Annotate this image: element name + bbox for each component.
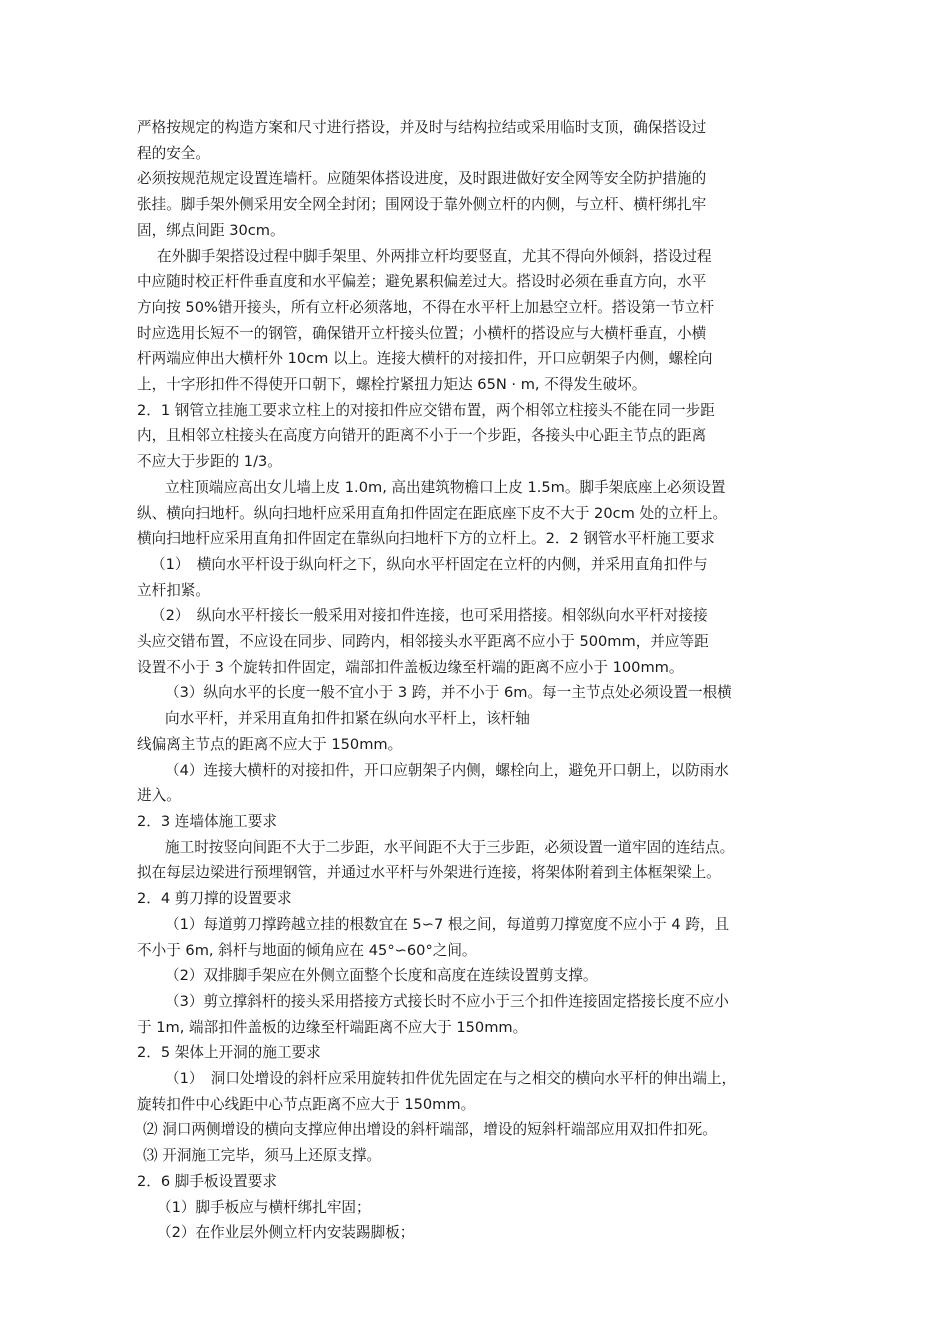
text-line: 进入。 [137,787,181,805]
text-line: 拟在每层边梁进行预埋钢管，并通过水平杆与外架进行连接，将架体附着到主体框架梁上。 [137,864,721,882]
text-line: 杆两端应伸出大横杆外 10cm 以上。连接大横杆的对接扣件，开口应朝架子内侧，螺栓向 [137,350,713,368]
text-line: 立柱顶端应高出女儿墙上皮 1.0m, 高出建筑物檐口上皮 1.5m。脚手架底座上必须设置 [165,478,726,496]
text-line: 不小于 6m, 斜杆与地面的倾角应在 45°∽60°之间。 [137,941,477,959]
text-line: 时应选用长短不一的钢管，确保错开立杆接头位置；小横杆的搭设应与大横杆垂直，小横 [137,324,707,342]
text-line: 于 1m, 端部扣件盖板的边缘至杆端距离不应大于 150mm。 [137,1018,528,1036]
text-line: 程的安全。 [137,144,210,162]
text-line: 必须按规范规定设置连墙杆。应随架体搭设进度，及时跟进做好安全网等安全防护措施的 [137,170,707,188]
text-line: （1） 横向水平杆设于纵向杆之下，纵向水平杆固定在立杆的内侧，并采用直角扣件与 [151,555,708,573]
section-heading: 2．4 剪刀撑的设置要求 [137,890,292,908]
text-line: 设置不小于 3 个旋转扣件固定，端部扣件盖板边缘至杆端的距离不应小于 100mm。 [137,658,684,676]
text-line: （3）纵向水平的长度一般不宜小于 3 跨，并不小于 6m。每一主节点处必须设置一根横 [165,684,732,702]
document-body [137,115,827,1246]
text-line: 固，绑点间距 30cm。 [137,221,285,239]
text-line: （1）每道剪刀撑跨越立挂的根数宜在 5∽7 根之间，每道剪刀撑宽度不应小于 4 跨，且 [165,915,730,933]
text-line: 纵、横向扫地杆。纵向扫地杆应采用直角扣件固定在距底座下皮不大于 20cm 处的立杆上。 [137,504,728,522]
text-line: 张挂。脚手架外侧采用安全网全封闭；围网设于靠外侧立杆的内侧，与立杆、横杆绑扎牢 [137,196,707,214]
text-line: ⑵ 洞口两侧增设的横向支撑应伸出增设的斜杆端部，增设的短斜杆端部应用双扣件扣死。 [143,1121,717,1139]
text-line: （2）在作业层外侧立杆内安装踢脚板； [157,1224,415,1242]
text-line: （1）脚手板应与横杆绑扎牢固； [157,1198,371,1216]
text-line: 中应随时校正杆件垂直度和水平偏差；避免累积偏差过大。搭设时必须在垂直方向，水平 [137,273,707,291]
text-line: 上，十字形扣件不得使开口朝下，螺栓拧紧扭力矩达 65N · m, 不得发生破坏。 [137,376,647,394]
text-line: 严格按规定的构造方案和尺寸进行搭设，并及时与结构拉结或采用临时支顶，确保搭设过 [137,119,707,136]
text-line: 不应大于步距的 1/3。 [137,453,282,471]
text-line: （2） 纵向水平杆接长一般采用对接扣件连接，也可采用搭接。相邻纵向水平杆对接接 [151,607,708,625]
text-line: 方向按 50%错开接头，所有立杆必须落地，不得在水平杆上加悬空立杆。搭设第一节立杆 [137,298,715,316]
section-heading: 2．3 连墙体施工要求 [137,812,277,830]
section-heading: 2．1 钢管立挂施工要求立柱上的对接扣件应交错布置，两个相邻立柱接头不能在同一步距 [137,401,715,419]
text-line: 施工时按竖向间距不大于二步距，水平间距不大于三步距，必须设置一道牢固的连结点。 [165,838,735,856]
text-line: 内，且相邻立柱接头在高度方向错开的距离不小于一个步距，各接头中心距主节点的距离 [137,427,707,445]
text-line: （3）剪立撑斜杆的接头采用搭接方式接长时不应小于三个扣件连接固定搭接长度不应小 [165,992,729,1010]
section-heading: 2．6 脚手板设置要求 [137,1172,277,1190]
text-line: （2）双排脚手架应在外侧立面整个长度和高度在连续设置剪支撑。 [165,967,598,985]
text-line: （4）连接大横杆的对接扣件，开口应朝架子内侧，螺栓向上，避免开口朝上，以防雨水 [165,761,729,779]
text-line: 立杆扣紧。 [137,581,210,599]
text-line: （1） 洞口处增设的斜杆应采用旋转扣件优先固定在与之相交的横向水平杆的伸出端上， [165,1070,737,1088]
section-heading: 2．5 架体上开洞的施工要求 [137,1044,321,1062]
text-line: 向水平杆，并采用直角扣件扣紧在纵向水平杆上，该杆轴 [165,710,530,728]
text-line: 旋转扣件中心线距中心节点距离不应大于 150mm。 [137,1095,476,1113]
text-line: 横向扫地杆应采用直角扣件固定在靠纵向扫地杆下方的立杆上。2．2 钢管水平杆施工要求 [137,530,715,548]
text-line: 头应交错布置，不应设在同步、同跨内，相邻接头水平距离不应小于 500mm，并应等距 [137,633,709,651]
text-line: 线偏离主节点的距离不应大于 150mm。 [137,735,403,753]
text-line: ⑶ 开洞施工完毕，须马上还原支撑。 [143,1147,382,1165]
text-line: 在外脚手架搭设过程中脚手架里、外两排立杆均要竖直，尤其不得向外倾斜，搭设过程 [157,247,712,265]
